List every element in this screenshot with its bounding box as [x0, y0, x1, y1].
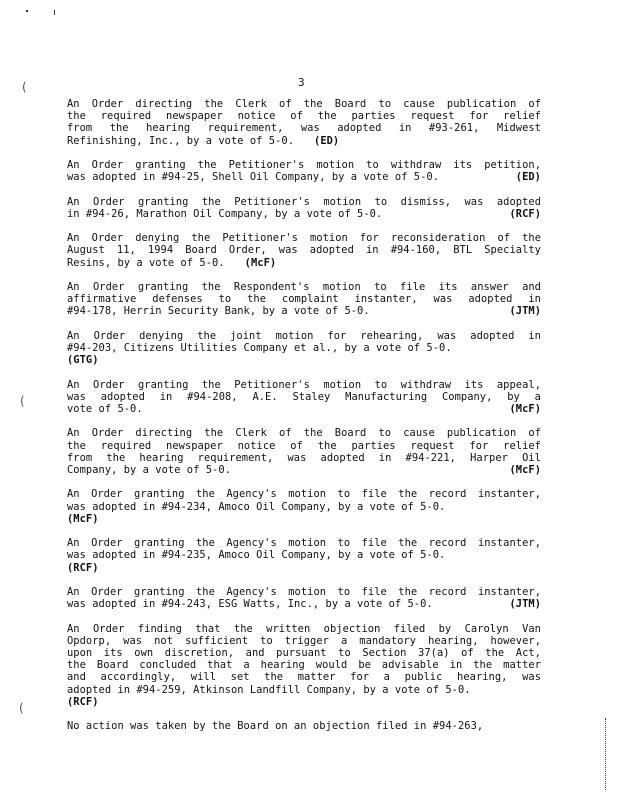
member-code: (McF) — [509, 402, 541, 415]
scan-tick-mark — [26, 10, 28, 12]
member-code: (GTG) — [67, 354, 99, 367]
paragraph-line — [67, 464, 541, 476]
paragraph-line: An Order granting the Agency's motion to file the record instanter, — [67, 537, 541, 550]
paragraph-line: No action was taken by the Board on an objection filed in #94-263, — [67, 720, 484, 733]
scan-margin-mark: ( — [22, 80, 27, 94]
paragraph-line — [67, 135, 541, 147]
order-paragraph — [67, 159, 541, 183]
paragraph-line: An Order directing the Clerk of the Board to cause publication of — [67, 427, 541, 440]
order-paragraph — [67, 379, 541, 416]
scan-margin-mark: ( — [20, 394, 25, 408]
member-code: (JTM) — [509, 598, 541, 611]
paragraph-line-text: Resins, by a vote of 5-0. — [67, 256, 225, 269]
order-paragraph — [67, 586, 541, 610]
paragraph-line-text: was adopted in #94-243, ESG Watts, Inc., by a vote of 5-0. — [67, 598, 433, 611]
paragraph-line — [67, 257, 541, 269]
paragraph-line: An Order granting the Petitioner's motion to dismiss, was adopted — [67, 195, 541, 208]
paragraph-line: An Order denying the Petitioner's motion for reconsideration of the — [67, 232, 541, 245]
paragraph-line: An Order finding that the written objection filed by Carolyn Van — [67, 622, 541, 635]
member-code: (RCF) — [67, 695, 99, 708]
paragraph-line: was adopted in #94-234, Amoco Oil Company, by a vote of 5-0. — [67, 500, 446, 513]
member-code: (RCF) — [67, 561, 99, 574]
paragraph-line: An Order directing the Clerk of the Board to cause publication of — [67, 98, 541, 110]
paragraph-line: affirmative defenses to the complaint instanter, was adopted in — [67, 293, 541, 306]
paragraph-line: upon its own discretion, and pursuant to Section 37(a) of the Act, — [67, 646, 541, 659]
paragraph-line — [67, 171, 541, 183]
order-paragraph — [67, 281, 541, 318]
document-body — [67, 98, 541, 745]
paragraph-line: adopted in #94-259, Atkinson Landfill Company, by a vote of 5-0. — [67, 683, 471, 696]
paragraph-line-text: was adopted in #94-25, Shell Oil Company, by a vote of 5-0. — [67, 171, 440, 184]
paragraph-line: August 11, 1994 Board Order, was adopted in #94-160, BTL Specialty — [67, 244, 541, 257]
paragraph-line: the required newspaper notice of the parties request for relief — [67, 439, 541, 452]
order-paragraph — [67, 488, 541, 525]
paragraph-line — [67, 208, 541, 220]
paragraph-line-text: Company, by a vote of 5-0. — [67, 463, 231, 476]
member-code: (McF) — [244, 256, 277, 269]
paragraph-line: the required newspaper notice of the parties request for relief — [67, 110, 541, 123]
member-code: (RCF) — [509, 207, 541, 220]
paragraph-line: and accordingly, will set the matter for a public hearing, was — [67, 671, 541, 684]
paragraph-line: the Board concluded that a hearing would be advisable in the matter — [67, 659, 541, 672]
member-code: (ED) — [515, 171, 541, 184]
member-code: (JTM) — [509, 305, 541, 318]
paragraph-line: An Order granting the Agency's motion to file the record instanter, — [67, 488, 541, 501]
order-paragraph — [67, 537, 541, 574]
paragraph-line: An Order granting the Agency's motion to file the record instanter, — [67, 585, 541, 598]
order-paragraph — [67, 623, 541, 708]
page-number: 3 — [298, 76, 305, 89]
order-paragraph — [67, 196, 541, 220]
scan-tick-mark — [54, 10, 55, 15]
order-paragraph — [67, 720, 541, 732]
paragraph-line-text: #94-178, Herrin Security Bank, by a vote of 5-0. — [67, 305, 370, 318]
order-paragraph — [67, 98, 541, 147]
paragraph-line: Opdorp, was not sufficient to trigger a mandatory hearing, however, — [67, 634, 541, 647]
member-code: (ED) — [314, 134, 340, 147]
paragraph-line — [67, 403, 541, 415]
paragraph-line: was adopted in #94-235, Amoco Oil Company, by a vote of 5-0. — [67, 549, 446, 562]
paragraph-line: An Order granting the Petitioner's motion to withdraw its appeal, — [67, 378, 541, 391]
scan-margin-mark: ( — [19, 701, 24, 715]
paragraph-line: An Order denying the joint motion for rehearing, was adopted in — [67, 329, 541, 342]
order-paragraph — [67, 232, 541, 269]
scan-edge-mark — [605, 718, 607, 790]
paragraph-line-text: vote of 5-0. — [67, 402, 143, 415]
paragraph-line-text: Refinishing, Inc., by a vote of 5-0. — [67, 134, 295, 147]
paragraph-line — [67, 598, 541, 610]
paragraph-line: from the hearing requirement, was adopted in #93-261, Midwest — [67, 122, 541, 135]
paragraph-line: #94-203, Citizens Utilities Company et al., by a vote of 5-0. — [67, 341, 452, 354]
order-paragraph — [67, 427, 541, 476]
paragraph-line: was adopted in #94-208, A.E. Staley Manufacturing Company, by a — [67, 390, 541, 403]
paragraph-line: from the hearing requirement, was adopted in #94-221, Harper Oil — [67, 451, 541, 464]
paragraph-line-text: in #94-26, Marathon Oil Company, by a vote of 5-0. — [67, 207, 383, 220]
paragraph-line — [67, 305, 541, 317]
paragraph-line: An Order granting the Petitioner's motion to withdraw its petition, — [67, 159, 541, 171]
paragraph-line: An Order granting the Respondent's motion to file its answer and — [67, 280, 541, 293]
member-code: (McF) — [509, 463, 541, 476]
member-code: (McF) — [67, 512, 99, 525]
order-paragraph — [67, 330, 541, 367]
